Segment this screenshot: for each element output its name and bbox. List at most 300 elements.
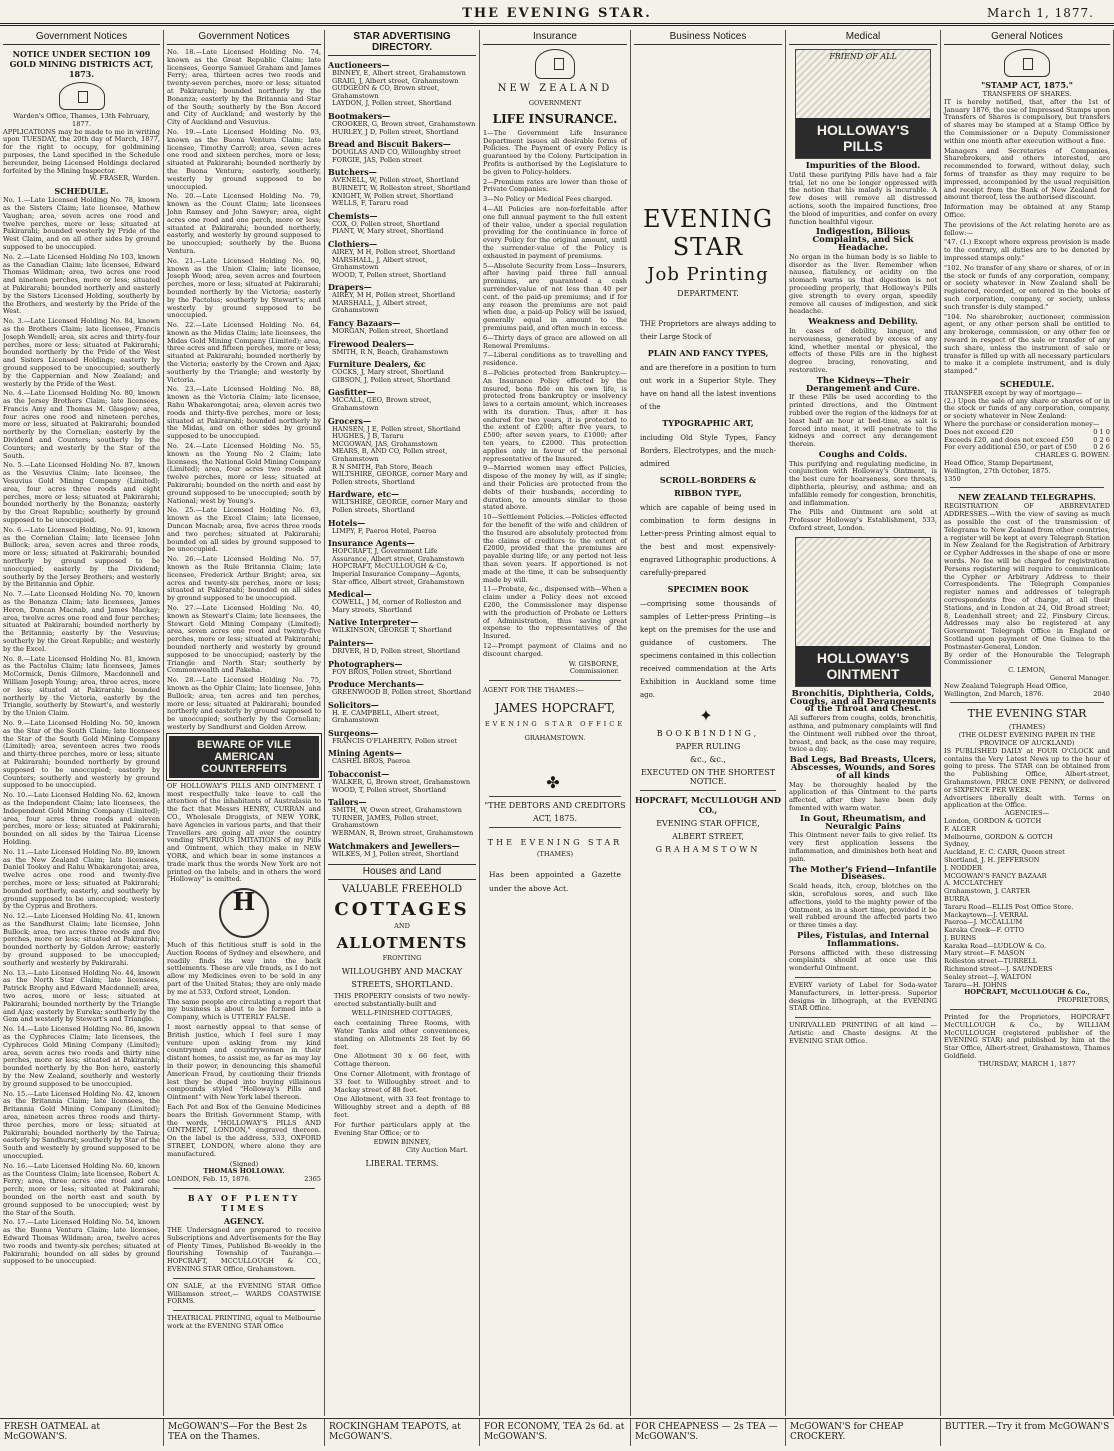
holloways-pills-logo	[795, 49, 931, 159]
holloways-ointment-logo	[795, 537, 931, 687]
counterfeit-banner	[167, 734, 321, 780]
body-paragraph: The provisions of the Act relating hereto are as follow:—	[944, 220, 1110, 237]
column-insurance	[480, 30, 631, 1416]
proprietors-label: PROPRIETORS,	[1057, 996, 1110, 1005]
body-paragraph: IT is hereby notified, that, after the 1st of January 1876, the use of Impressed Stamps upon Transfers of Shares is compulsory, but transfers of shares may be stamped at a Stamp Office by the Commissioner or a Deputy Commissioner within one month after execution without a fine.	[944, 97, 1110, 145]
property-line: For further particulars apply at the Evening Star Office; or to	[334, 1120, 470, 1137]
directory-entry: MORGAN, Pollen street, Shortland	[332, 327, 449, 336]
ornament-icon: ✦	[699, 706, 717, 725]
liberal-terms: LIBERAL TERMS.	[365, 1158, 439, 1168]
body-paragraph: Managers and Secretaries of Companies, Sharebrokers, and others interested, are recommended to forward, without delay, such forms of transfer as they may require to be impressed, accompanied by the usual requisition and receipt from the Bank of New Zealand for amount thereof, less the authorised discount.	[944, 146, 1110, 202]
where-clause: Where the purchase or consideration money—	[944, 420, 1100, 429]
section-title: The Kidneys—Their Derangement and Cure.	[805, 375, 921, 394]
schedule-item: No. 20.—Late Licensed Holding No. 79, known as the Count Claim; late licensees John Ramsey and John Sawyer; area, eight acres one rood and one perch, more or less; situated at Pakirarahi; bounded northerly, easterly, and westerly by ground supposed to be unoccupied; southerly by the Buona Ventura.	[167, 192, 321, 255]
directory-entry: GIBSON, J, Pollen street, Shortland	[332, 375, 451, 384]
schedule-item: No. 15.—Late Licensed Holding No. 42, known as the Britannia Claim; late licensees, the Britannia Gold Mining Company (Limited); area, nineteen acres three roods and thirty-three perches, more or less; situated at Pakirarahi; bounded northerly by the Tairua; easterly by Sandhurst; southerly by Star of the South and westerly by ground supposed to be unoccupied.	[3, 1089, 161, 1160]
directory-entry: DRIVER, H D, Pollen street, Shortland	[332, 646, 461, 655]
directory-entry: MARSHALL, J, Albert street, Grahamstown	[332, 298, 428, 315]
footer-text: McGOWAN'S—For the Best 2s TEA on the Thames.	[168, 1422, 307, 1442]
telegraph-date-line	[944, 691, 1110, 699]
binney-name: EDWIN BINNEY,	[373, 1138, 431, 1147]
insurance-item: 1—The Government Life Insurance Department issues all desirable forms of Policies. The Payment of every Policy is guaranteed by the Colony. Participation in Profits is authorised by the Legislature to be given to Policy-holders.	[483, 128, 627, 176]
notice-number: 1350	[944, 474, 961, 483]
section-title: Weakness and Debility.	[808, 317, 918, 328]
directory-entry: FRANCIS O'FLAHERTY, Pollen street	[332, 736, 458, 745]
directory-category: Auctioneers—	[328, 60, 390, 70]
fee-value: 0 2 6	[1093, 443, 1110, 452]
insurance-item: 8—Policies protected from Bankruptcy.—An Insurance Policy effected by the insured, bona fide on his own life, is protected from bankruptcy or insolvency laws to a certain amount, which increases with its duration. Thus, after it has endured for two years, it is protected to the extent of £200; after five years, to £500; after seven years, to £1000; after ten years, to £2000. This protection applies only in favour of the personal representative of the Insured.	[483, 368, 627, 463]
body-paragraph: "47. (1.) Except where express provision is made to the contrary, all duties are to be denoted by impressed stamps only."	[944, 238, 1110, 262]
street-line-2: STREETS, SHORTLAND.	[351, 979, 453, 989]
schedule-item: No. 13.—Late Licensed Holding No. 44, known as the North Star Claim; late licensees, Patrick Brophy and Edward Macdonnell; area, two acres, more or less; situated at Pakirarahi; bounded northerly by the Triangle and Ajax; easterly by Eureka; southerly by the Gem and westerly by Stewart's and Triangle.	[3, 968, 161, 1024]
town-name: GRAHAMSTOWN	[655, 845, 761, 854]
bookbinding-label: BOOKBINDING,	[656, 729, 760, 738]
directory-category: Bootmakers—	[328, 110, 391, 121]
bowen-signature: CHARLES G. BOWEN.	[1035, 451, 1110, 460]
column-government-notices-1	[0, 30, 164, 1416]
commissioner-title: Commissioner.	[569, 667, 619, 676]
section-body: All sufferers from coughs, colds, bronchitis, asthma, and pulmonary complaints will find the Ointment well rubbed over the throat, breast, and back, as the case may require, twice a day.	[789, 714, 937, 754]
footer-text: FRESH OATMEAL at McGOWAN'S.	[4, 1422, 100, 1442]
schedule-item: No. 14.—Late Licensed Holding No. 86, known as the Cyphreces Claim; late licensees, the Cyphreces Gold Mining Company (Limited); area, seven acres two roods and thirty nine perches, more or less; situated at Pakirarahi; bounded northerly by the Bon hero, easterly by the New Zealand, southerly and westerly by ground supposed to be unoccupied.	[3, 1025, 161, 1088]
section-body: If these Pills be used according to the printed directions, and the Ointment rubbed over the region of the kidneys for at least half an hour at bed-time, as salt is forced into meat, it will penetrate to the kidneys and correct any derangement therein.	[789, 393, 937, 449]
directory-category: Native Interpreter—	[328, 617, 419, 628]
footer-text: BUTTER.—Try it from McGOWAN'S	[945, 1422, 1110, 1432]
agency-list	[944, 818, 1110, 990]
job-printing-title: Job Printing	[647, 264, 769, 285]
directory-category: Hotels—	[328, 517, 366, 528]
insurance-terms	[483, 130, 627, 659]
body-line: THE Proprietors are always adding to their Large Stock of	[640, 320, 776, 341]
directory-category: Butchers—	[328, 167, 377, 178]
agency-entry: J. BURNS	[944, 933, 976, 942]
fee-label: For every additional £50, or part of £50	[944, 443, 1077, 452]
agency-entry: Auckland, E. C. CARR, Queen street	[944, 848, 1065, 857]
directory-entry: AIREY, M H, Pollen street, Shortland	[332, 291, 456, 300]
directory-entry: HUGHES, J B, Tararu	[332, 432, 404, 441]
schedule-item: No. 11.—Late Licensed Holding No. 89, known as the New Zealand Claim; late licensees, Daniel Tookey and Rahu Whakarongotai; area, twelve acres one rood and twenty-five perches, more or less; situated at Pakirarahi; bounded northerly, easterly, and southerly by ground supposed to be unoccupied; westerly by the Cyprus and Brothers.	[3, 847, 161, 911]
directory-entry: MCCALL, GEO, Brown street, Grahamstown	[332, 396, 432, 413]
section-body: Scald heads, itch, croup, blotches on the skin, scrofulous sores, and such like affections, yield to the mighty power of the Ointment, as in a short time, provided it be well rubbed around the affected parts two or three times a day.	[789, 882, 937, 930]
holloway-date-line	[167, 1176, 321, 1184]
sale-notice: ON SALE, at the EVENING STAR Office Williamson street,— WARDS COASTWISE FORMS.	[167, 1281, 321, 1306]
directory-entry: FORGIE, JAS, Pollen street	[332, 155, 422, 164]
schedule-item: No. 21.—Late Licensed Holding No. 90, known as the Union Claim; late licensee, Joseph Wood; area, seven acres and fourteen perches, more or less; situated at Pakirarahi; bounded northerly by the Victoria; easterly by the Pactolus; southerly by Stewart's; and westerly by ground supposed to be unoccupied.	[167, 256, 321, 320]
head-office: Head Office, Stamp Department,	[944, 459, 1054, 468]
banner-line: BEWARE OF VILE	[196, 738, 292, 751]
directory-entry: CASHEL BROS, Paeroa	[332, 757, 411, 766]
gazette-note: Has been appointed a Gazette under the above Act.	[489, 870, 621, 894]
body-emphasis: SCROLL-BORDERS & RIBBON TYPE,	[659, 475, 757, 498]
footer-ad-cheapness	[631, 1418, 786, 1446]
section-body: Persons afflicted with these distressing complaints should at once use this wonderful Ointment.	[789, 948, 937, 973]
section-title: Impurities of the Blood.	[805, 161, 921, 171]
medical-sections-2	[789, 688, 937, 973]
directory-entry: WILTSHIRE, GEORGE, corner Mary and Pollen streets, Shortland	[332, 470, 468, 486]
column-heading: Government Notices	[167, 30, 321, 45]
directory-entry: SMITH, R N, Beach, Grahamstown	[332, 347, 449, 356]
agency-entry: Grahamstown, J. CARTER	[944, 887, 1031, 896]
bay-title: BAY OF PLENTY TIMES	[187, 1193, 301, 1213]
notice-signature: W. FRASER, Warden.	[89, 174, 160, 183]
stamp-act-subtitle: TRANSFERS OF SHARES.	[982, 90, 1072, 98]
star-place: (THAMES)	[536, 849, 574, 858]
schedule-item: No. 2.—Late Licensed Holding No 103, known as the Canadian Claim; late licensee, Edward Thomas Wildman; area, two acres one rood and nineteen perches, more or less; situated at Pakirarahi; bounded northerly and easterly by the Sisters Licensed Holding, southerly by the Brothers, and westerly by the Pride of the West.	[3, 252, 160, 316]
property-line: each containing Three Rooms, with Water Tanks and other conveniences, standing on Allotments 28 feet by 66 feet.	[334, 1019, 470, 1051]
body-emphasis: TYPOGRAPHIC ART,	[662, 418, 754, 428]
schedule-item: No. 12.—Late Licensed Holding No. 41, known as the Sandhurst Claim; late licensee, John Bullock; area, two acres three roods and five perches, more or less; situated at Pakirarahi; bounded northerly by Golden Arrow; easterly by ground supposed to be unoccupied; southerly and westerly by Pakirarahi.	[3, 912, 161, 967]
column-heading: Insurance	[483, 30, 627, 45]
directory-entry: MARSHALL, J, Albert street, Grahamstown	[332, 255, 428, 272]
directory-entry: MCGOWAN, JAS, Grahamstown	[332, 439, 438, 448]
fronting-label: FRONTING	[382, 954, 422, 963]
body-line: which are capable of being used in combination to form designs in Letter-press Printing almost equal to the best and most expensively-engraved Lithographic productions. A carefully-prepared	[640, 504, 776, 577]
directory-entry: WOOD, T, Pollen street, Shortland	[332, 785, 446, 794]
directory-category: Clothiers—	[328, 238, 378, 249]
directory-entry: GUDGEON & CO, Brown street, Grahamstown	[332, 84, 440, 100]
property-line: One Allotment, with 33 feet frontage to Willoughby street and a depth of 88 feet.	[334, 1095, 470, 1119]
column-heading: Medical	[789, 30, 937, 45]
agency-entry: F. ALGER	[944, 824, 976, 833]
agency-entry: London, GORDON & GOTCH	[944, 816, 1042, 825]
agency-entry: Sealey street—J. WALTON	[944, 972, 1032, 981]
directory-entry: SMITH, W, Owen street, Grahamstown	[332, 806, 462, 815]
ointment-banner: HOLLOWAY'S OINTMENT	[796, 646, 930, 686]
schedule-item: No. 26.—Late Licensed Holding No. 57, known as the Rule Britannia Claim; late licensee, Frederick Arthur Bright; area, six acres and twenty-six perches, more or less; situated at Pakirarahi; bounded on all sides by ground supposed to be unoccupied.	[167, 555, 321, 603]
directory-entry: WILTSHIRE, GEORGE, corner Mary and Pollen streets, Shortland	[332, 498, 468, 514]
nz-title: NEW ZEALAND	[497, 83, 613, 94]
directory-entry: KNIGHT, W, Pollen street, Shortland	[332, 191, 454, 200]
agencies-heading: AGENCIES—	[1004, 809, 1050, 818]
body-paragraph: "102. No transfer of any share or shares, of or in the stock or funds of any corporation, company, or society whatever in New Zealand shall be registered, recorded, or entered in the books of such corporation, company, or society, unless such transfer is duly stamped."	[944, 263, 1110, 311]
directory-entry: COCKS, J, Mary street, Shortland	[332, 368, 444, 377]
proprietor-firm: HOPCRAFT, McCULLOUGH & Co.,	[964, 988, 1090, 997]
schedule-item: No. 18.—Late Licensed Holding No. 74, known as the Great Republic Claim; late licensees, George Samuel Graham and James Ferry; area, thirteen acres two roods and twenty-seven perches, more or less; situated at Pakirarahi; bounded northerly by the Bonanza; easterly by the Britannia and Star of the South; southerly by the Bon Accord and City of Auckland; and westerly by the City of Auckland and Vesuvius.	[167, 48, 321, 127]
insurance-item: 5—Absolute Security from Loss—Insurers, after having paid three full annual premiums, are guaranteed a cash surrender-value of not less than 40 per cent. of the paid-up premiums; and if for any reason the premiums are not paid when due, a paid-up Policy will be issued, generally equal in amount to the premiums paid, and often much in excess.	[483, 261, 627, 332]
telegraph-number: 2040	[1093, 689, 1110, 698]
commissioner-name: W. GISBORNE,	[568, 659, 619, 668]
directory-entry: COWELL, J M, corner of Rolleston and Mary streets, Shortland	[332, 598, 462, 614]
agency-entry: Karaka Creek—F. OTTO	[944, 926, 1025, 935]
directory-entry: FOY BROS, Pollen street, Shortland	[332, 667, 452, 676]
body-paragraph: "104. No sharebroker, auctioneer, commission agent, or any other person shall be entitled to any brokerage, commission, or any other fee or reward in respect of the sale or transfer of any such share, unless the instrument of sale or transfer is filled up with all necessary particulars to make it a complete instrument, and is duly stamped."	[944, 312, 1110, 376]
schedule-item: No. 17.—Late Licensed Holding No. 54, known as the Buona Ventura Claim; late licensee, Edward Thomas Wildman; area, twelve acres two roods and twenty-six perches; situated at Pakirarahi; bounded on all sides by ground supposed to be unoccupied.	[3, 1218, 161, 1266]
firm-name: HOPCRAFT, McCULLOUGH AND CO.,	[635, 795, 781, 815]
holloway-number: 2365	[304, 1175, 321, 1184]
divider	[173, 1310, 315, 1311]
section-body: Until these purifying Pills have had a fair trial, let no one be longer oppressed with the notion that his malady is incurable. A few doses will remove all distressed actions, sooth the impaired functions, free the blood of impurities, and confer on every function healthful vigour.	[789, 170, 937, 226]
schedule-list	[3, 197, 160, 1266]
footer-ad-butter	[941, 1418, 1114, 1446]
etc-label: &c., &c.,	[690, 755, 726, 764]
schedule-item: No. 24.—Late Licensed Holding No. 55, known as the Young No 2 Claim; late licensees, the National Gold Mining Company (Limited); area, four acres two roods and twelve perches, more or less; situated at Pakirarahi; bounded on the north and east by ground supposed to be unoccupied; south by National; west by Young's.	[167, 442, 321, 505]
stamp-act-body	[944, 99, 1110, 376]
fee-table	[944, 429, 1110, 452]
column-government-notices-2	[164, 30, 325, 1416]
signed-label: (Signed)	[229, 1159, 259, 1168]
agency-entry: Rolleston street—TURRELL	[944, 957, 1038, 966]
office-name: EVENING STAR OFFICE,	[656, 819, 760, 828]
notice-paragraph: OF HOLLOWAY'S PILLS AND OINTMENT. I most respectfully take leave to call the attention of the inhabitants of Australasia to the fact that Messrs HENRY, CURRAN and CO., Wholesale Druggists, of NEW YORK, have Agencies in various parts, and that their Travellers are going all over the country vending SPURIOUS IMITATIONS of my Pills and Ointment, which they make in NEW YORK, and which bear in some instances a trade mark thus the words New York are not printed on the labels; and in others the word "Holloway" is omitted.	[167, 781, 321, 884]
directory-category: Photographers—	[328, 658, 403, 669]
directory-category: Firewood Dealers—	[328, 338, 415, 349]
paper-title: THE EVENING STAR.	[462, 6, 652, 21]
property-line: WELL-FINISHED COTTAGES,	[351, 1009, 453, 1018]
directory-entry: AIREY, M H, Pollen street, Shortland	[332, 247, 456, 256]
ornament-icon: ✤	[546, 772, 564, 792]
section-body: This Ointment never fails to give relief. Its very first application lessens the inflammation, and diminishes both heat and pain.	[789, 831, 937, 863]
directory-entry: DOUGLAS AND CO, Willoughby street	[332, 148, 461, 157]
theatrical-notice: THEATRICAL PRINTING, equal to Melbourne work at the EVENING STAR Office	[167, 1314, 321, 1330]
life-insurance-title: LIFE INSURANCE.	[492, 111, 618, 126]
footer-ad-economy	[480, 1418, 631, 1446]
directory-category: Grocers—	[328, 415, 372, 426]
schedule-heading: SCHEDULE.	[54, 186, 109, 197]
directory-entry: PIANT, W, Mary street, Shortland	[332, 227, 444, 236]
agency-entry: Shortland, J. H. JEFFERSON	[944, 855, 1040, 864]
agency-entry: Mary street—F. MASON	[944, 949, 1025, 958]
directory-category: Chemists—	[328, 210, 378, 221]
telegraphs-title: NEW ZEALAND TELEGRAPHS.	[958, 492, 1096, 503]
footer-text: ROCKINGHAM TEAPOTS, at McGOWAN'S.	[329, 1422, 461, 1442]
directory-entry: HOPCRAFT, McCULLOUGH & Co, Imperial Insurance Company—Agents, Star office, Albert street, Grahamstown	[332, 562, 465, 586]
body-line: —comprising some thousands of samples of Letter-press Printing—is kept on the premises for the use and guidance of customers. The specimens contained in this collection received commendation at the Arts Exhibition in Auckland some time ago.	[640, 600, 776, 699]
body-emphasis: SPECIMEN BOOK	[667, 584, 749, 594]
pills-banner: HOLLOWAY'S PILLS	[796, 118, 930, 158]
section-title: The Mother's Friend—Infantile Diseases.	[789, 864, 937, 883]
directory-category: Mining Agents—	[328, 748, 402, 759]
directory-entry: WILKINSON, GEORGE T, Shortland	[332, 626, 452, 635]
divider	[640, 790, 776, 791]
section-body: In cases of debility, languor, and nervousness, generated by excess of any kind, whether mental or physical, the effects of these Pills are in the highest degree bracing, renovating, and restorative.	[789, 326, 937, 374]
directory-entry: COX, O, Pollen street, Shortland	[332, 219, 440, 228]
directory-entry: WOOD, T, Pollen street, Shortland	[332, 270, 446, 279]
fee-value: 0 1 0	[1093, 427, 1110, 436]
directory-category: Medical—	[328, 589, 372, 600]
directory-category: Tobacconist—	[328, 769, 390, 780]
notice-paragraph: Much of this fictitious stuff is sold in the Auction Rooms of Sydney and elsewhere, and readily finds its way into the back settlements. These are vile frauds, as I do not allow my Medicines even to be sold in any part of the United States; they are only made by me at 533, Oxford street, London.	[167, 941, 321, 996]
sold-at-note: The Pills and Ointment are sold at Professor Holloway's Establishment, 533, Oxford street, London.	[789, 508, 937, 533]
street-line-1: WILLOUGHBY AND MACKAY	[341, 966, 463, 976]
insurance-item: 9—Married women may effect Policies, dispose of the money by will, as if single; and their Policies are protected from the debts of their husbands, according to duration, to amounts similar to those stated above.	[483, 464, 627, 512]
divider	[950, 487, 1104, 488]
agency-entry: Karaka Road—LUDLOW & Co.	[944, 941, 1047, 950]
divider	[950, 702, 1104, 703]
section-title: Bad Legs, Bad Breasts, Ulcers, Abscesses, Wounds, and Sores of all kinds	[789, 755, 937, 781]
directory-entry: AVENELL, W, Pollen street, Shortland	[332, 176, 459, 185]
column-heading: Government Notices	[3, 30, 160, 45]
act-title-2: ACT, 1875.	[532, 813, 578, 823]
fee-value: 0 2 6	[1093, 435, 1110, 444]
schedule-item: No. 1.—Late Licensed Holding No. 78, known as the Sisters Claim; late licensee, Mathew Vaughan; area, seven acres one rood and twelve perches, more or less; situated at Pakirarahi; bounded westerly by Pride of the West Claim, and on all other sides by ground supposed to be unoccupied.	[3, 196, 160, 251]
royal-crest-icon	[1004, 49, 1050, 77]
schedule-item: No. 19.—Late Licensed Holding No. 93, known as the Buona Ventura Claim; late licensee, Timothy Carroll; area, seven acres one rood and sixteen perches, more or less; situated at Pakirarahi; bounded northerly by the Buona Ventura; easterly, southerly, westerly by ground supposed to be unoccupied.	[167, 127, 321, 191]
footer-ad-teapots	[325, 1418, 480, 1446]
schedule-heading: SCHEDULE.	[999, 378, 1055, 389]
directory-category: Watchmakers and Jewellers—	[328, 840, 460, 851]
notice-paragraph: I most earnestly appeal to that sense of British justice, which I feel sure I may venture upon asking from my kind countrymen and countrywomen in their distant homes, to assist me, as far as may lay in their power, in denouncing this shameful American Fraud, by cautioning their friends lest they be duped into buying villainous compounds styled "Holloway's Pills and Ointment" with New York label thereon.	[167, 1023, 321, 1102]
schedule-item: No. 3.—Late Licensed Holding No. 84, known as the Brothers Claim; late licensee, Francis Joseph Wendell; area, six acres and thirty-four perches, more or less; situated at Pakirarahi; bounded northerly by the Pride of the West and Sisters Licensed Holdings; easterly by ground supposed to be unoccupied; southerly by the Cappernian and New Zealand; and westerly by the Pride of the West.	[3, 317, 160, 388]
directory-list	[328, 60, 476, 858]
column-medical	[786, 30, 941, 1416]
schedule-item: No. 16.—Late Licensed Holding No. 60, known as the Countess Claim; late licensee, Robert A. Ferry; area, three acres one rood and one perch, more or less; situated at Pakirarahi; bounded on the north east and south by ground supposed to be unoccupied; west by the Star of the South.	[3, 1161, 161, 1217]
directory-entry: BINNEY, E, Albert street, Grahamstown	[332, 69, 466, 77]
act-title-1: "THE DEBTORS AND CREDITORS	[484, 800, 626, 810]
property-line: One Allotment 30 x 66 feet, with Cottage thereon.	[334, 1052, 470, 1069]
government-label: GOVERNMENT	[528, 99, 582, 107]
telegraphs-body: REGISTRATION OF ABBREVIATED ADDRESSES.—With the view of saving as much as possible the cost of the transmission of Telegrams to New Zealand from other countries, a register will be kept at every Telegraph Station in New Zealand for the Registration of Arbitrary or Cypher Addresses in the shape of one or more words. No fee will be charged for registration. Persons registering will require to communicate the Cypher or Arbitrary Address to their Correspondents. The Telegraph Companies register names and addresses of telegraph correspondents free of charge, at all their Stations, and in London at 24, Old Broad street; 8, Leadenhall street; and 22, Finsbury Circus. Addresses may also be registered at any Government Telegraph Office in England or Scotland upon payment of One Guinea to the Postmaster-General, London.	[944, 502, 1110, 651]
imprint: Printed for the Proprietors, HOPCRAFT McCULLOUGH & Co., by WILLIAM McCULLOUGH (registered publisher of the EVENING STAR) and published by him at the Star Office, Albert-street, Grahamstown, Thames Goldfield.	[944, 1013, 1110, 1061]
label-printing-ad: EVERY variety of Label for Soda-water Manufacturers, in letter-press. Superior designs in lithograph, at the EVENING STAR Office.	[789, 980, 937, 1013]
property-line: One Corner Allotment, with frontage of 33 feet to Willoughby street and to Mackay street of 88 feet.	[334, 1069, 470, 1094]
notice-paragraph: Each Pot and Box of the Genuine Medicines bears the British Government Stamp, with the words, "HOLLOWAY'S PILLS AND OINTMENT, LONDON," engraved thereon. On the label is the address, 533, OXFORD STREET, LONDON, where alone they are manufactured.	[167, 1103, 321, 1158]
imprint-date: THURSDAY, MARCH 1, 1877	[978, 1059, 1076, 1068]
body-line: including Old Style Types, Fancy Borders, Electrotypes, and the much-admired	[640, 434, 776, 468]
divider	[173, 1188, 315, 1189]
agency-entry: Tararu—H. JOHNS	[944, 980, 1007, 989]
directory-category: Furniture Dealers, &c	[328, 359, 426, 370]
schedule-item: No. 22.—Late Licensed Holding No. 64, known as the Midas Claim; late licensees, the Midas Gold Mining Company (Limited); area, three acres and fifteen perches, more or less; situated at Pakirarahi; bounded northerly by the Victoria; easterly by the Crown and Ajax; southerly by the Triangle; and westerly by Victoria.	[167, 321, 321, 384]
holloway-date: LONDON, Feb. 15, 1876.	[167, 1175, 251, 1184]
star-place: (THAMES)	[1008, 723, 1046, 732]
schedule-item: No. 28.—Late Licensed Holding No. 75, known as the Ophir Claim; late licensee, John Bullock; area, ten acres and ten perches, more or less; situated at Pakirarahi; bounded northerly and easterly by ground supposed to be unoccupied; southerly by the Cornelian; westerly by Sandhurst and Golden Arrow.	[167, 676, 321, 731]
schedule-item: No. 9.—Late Licensed Holding No. 50, known as the Star of the South Claim; late licensees the Star of the South Gold Mining Company (Limited); area, seventeen acres two roods and thirty-three perches, more or less; situate at Pakirarahi; bounded northerly by ground supposed to be unoccupied; easterly by Counters; southerly and westerly by ground supposed to be unoccupied.	[3, 718, 160, 790]
agency-entry: BURRA	[944, 894, 970, 903]
directory-entry: CROOKER, G, Brown street, Grahamstown	[332, 119, 476, 128]
directory-entry: BURNETT, W, Rolleston street, Shortland	[332, 183, 471, 192]
advertisers-note: Advertisers liberally dealt with. Terms on application at the Office.	[944, 793, 1110, 810]
insurance-item: 12—Prompt payment of Claims and no discount charged.	[483, 642, 627, 658]
directory-entry: HOPCRAFT, J, Government Life Assurance, Albert street, Grahamstown	[332, 547, 465, 563]
divider	[489, 827, 621, 828]
directory-entry: HANSEN, J E, Pollen street, Shortland	[332, 424, 461, 433]
printing-body	[634, 318, 782, 702]
paper-ruling-label: PAPER RULING	[675, 742, 741, 751]
agency-entry: Mackaytown—J. VERRAL	[944, 910, 1029, 919]
fee-label: Exceeds £20, and does not exceed £50	[944, 435, 1074, 444]
agent-town: GRAHAMSTOWN.	[524, 733, 586, 742]
logo-motto: FRIEND OF ALL	[829, 52, 897, 61]
property-line: THIS PROPERTY consists of two newly-erected substantially-built and	[334, 991, 470, 1008]
divider	[795, 1017, 931, 1018]
vf-title: VALUABLE FREEHOLD	[341, 884, 463, 896]
telegraph-office: New Zealand Telegraph Head Office,	[944, 681, 1068, 690]
stamp-act-title: "STAMP ACT, 1875."	[981, 80, 1073, 90]
schedule-item: No. 8.—Late Licensed Holding No. 81, known as the Pactolus Claim; late licensees, James McCormick, Denis Gilmore, Macdonnell and William Joseph Young; area, three acres, more or less; situated at Pakirarahi; bounded northerly by the Victoria, easterly by the Triangle, southerly by Stewart's, and westerly by the Union Claim.	[3, 654, 160, 718]
wellington-date: Wellington, 27th October, 1875.	[944, 466, 1051, 475]
schedule-item: No. 23.—Late Licensed Holding No. 88, known as the Victoria Claim; late licensee, Rahu Whakarongotai; area, eleven acres two roods and thirty-five perches, more or less; situated at Pakirarahi; bounded northerly by the Midas, and on other sides by ground supposed to be unoccupied.	[167, 385, 321, 441]
department-label: DEPARTMENT.	[677, 289, 739, 298]
directory-entry: GREENWOOD B, Pollen street, Shortland	[332, 688, 472, 697]
fee-label: Does not exceed £20	[944, 427, 1014, 436]
schedule-item: No. 7.—Late Licensed Holding No. 70, known as the Bonanza Claim; late licensees, James Heron, Duncan Macnab, and James Mackay; area, twelve acres one rood and four perches; situated at Pakirarahi; bounded northerly by the Britannia; easterly by the Vesuvius; southerly by the Great Republic; and westerly by the Excel.	[3, 590, 160, 653]
evening-star-title: EVENING STAR	[642, 205, 774, 261]
insurance-item: 3—No Policy or Medical Fees charged.	[483, 195, 613, 204]
transfer-clause: (2.) Upon the sale of any share or shares of or in the stock or funds of any corporation, company, or society whatever in New Zealand:	[944, 396, 1110, 421]
telegraph-date: Wellington, 2nd March, 1876.	[944, 689, 1044, 698]
section-body: No organ in the human body is so liable to disorder as the liver. Remember when nausea, flatulency, or acidity on the stomach warns us that digestion is not proceeding properly, that Holloway's Pills give strength to every organ, speedily remove all causes of indigestion, and sick headache.	[789, 252, 937, 316]
directory-category: Insurance Agents—	[328, 538, 415, 549]
counterfeit-notice	[167, 783, 321, 1159]
unrivalled-printing-ad: UNRIVALLED PRINTING of all kind —Artistic and Chaste designs. At the EVENING STAR Office.	[789, 1021, 937, 1045]
body-line: and are therefore in a position to turn out work in a Superior Style. They have on hand all the latest inventions of the	[640, 364, 776, 411]
street-name: ALBERT STREET,	[672, 832, 744, 841]
notice-paragraph: The same people are circulating a report that my business is about to be formed into a Company, which is UTTERLY FALSE.	[167, 997, 321, 1022]
directory-entry: R N SMITH, Pah Store, Beach	[332, 462, 433, 471]
houses-heading: Houses and Land	[328, 864, 476, 880]
section-body: May be thoroughly healed by the application of this Ointment to the parts affected, after they have been duly fomented with warm water.	[789, 780, 937, 813]
footer-text: FOR CHEAPNESS — 2s TEA — McGOWAN'S.	[635, 1422, 778, 1442]
divider	[489, 796, 621, 797]
publication-note: IS PUBLISHED DAILY at FOUR O'CLOCK and contains the Very Latest News up to the hour of going to press. The STAR can be obtained from the Publishing Office, Albert-street, Grahamstown, PRICE ONE PENNY, or delivered or SIXPENCE PER WEEK.	[944, 746, 1110, 794]
directory-category: Surgeons—	[328, 727, 379, 738]
schedule-item: No. 6.—Late Licensed Holding, No. 91, known as the Cornelian Claim; late licensee John Bullock; area, seven acres and three roods, more or less; situated at Pakirarahi; bounded northerly by ground supposed to be unoccupied; easterly by the Dividend; southerly by the Jersey Brothers; and westerly by the Britannia and Ophir.	[3, 525, 160, 589]
notice-place: Warden's Office, Thames, 13th February, 1877.	[13, 112, 150, 128]
directory-entry: TURNER, JAMES, Pollen street, Grahamstown	[332, 813, 439, 830]
holloway-signature: THOMAS HOLLOWAY.	[203, 1167, 285, 1176]
masthead	[0, 0, 1114, 26]
executed-label: EXECUTED ON THE SHORTEST NOTICE.	[640, 768, 776, 786]
insurance-item: 10—Settlement Policies.—Policies effected for the benefit of the wife and children of the Insured are absolutely protected from the claims of creditors to the extent of £2000, provided that the premiums are payable during life, or any period not less than seven years. If apportioned is not made at the time, it can be subsequently made by will.	[483, 513, 627, 584]
property-description	[328, 993, 476, 1138]
allotments-title: ALLOTMENTS	[336, 934, 468, 953]
directory-category: Fancy Bazaars—	[328, 318, 401, 329]
directory-category: Painters—	[328, 637, 374, 648]
directory-entry: LIMPY, F, Paeroa Hotel, Paeroa	[332, 526, 437, 535]
agent-label: AGENT FOR THE THAMES:—	[483, 686, 585, 695]
bay-body: THE Undersigned are prepared to receive Subscriptions and Advertisements for the Bay of Plenty Times, Published Bi-weekly in the flourishing Township of Tauranga.—HOPCRAFT, MCCULLOUGH & CO., EVENING STAR Office, Grahamstown.	[167, 1226, 321, 1273]
schedule-item: No. 27.—Late Licensed Holding No. 40, known as Stewart's Claim; late licensees, the Stewart Gold Mining Company (Limited); area, seven acres one rood and twenty-five perches, more or less; situated at Pakirarahi; bounded northerly and westerly by ground supposed to be unoccupied; easterly by the Triangle and North Star; southerly by Commonwealth and Pakeha.	[167, 603, 321, 675]
insurance-item: 6—Thirty days of grace are allowed on all Renewal Premiums.	[483, 333, 627, 350]
insurance-item: 7—Liberal conditions as to travelling and residence.	[483, 351, 627, 368]
section-title: Piles, Fistulas, and Internal Inflammations.	[796, 930, 930, 949]
directory-entry: LAYDON, J, Pollen street, Shortland	[332, 99, 452, 108]
section-title: Bronchitis, Diphtheria, Colds, Coughs, and all Derangements of the Throat and Chest.	[789, 688, 937, 715]
agent-name: JAMES HOPCRAFT,	[494, 700, 616, 715]
column-heading: STAR ADVERTISING DIRECTORY.	[328, 30, 476, 56]
body-paragraph: Information may be obtained at any Stamp Office.	[944, 203, 1110, 219]
star-title: THE EVENING STAR	[967, 707, 1087, 721]
column-business	[631, 30, 786, 1416]
agency-entry: Richmond street—J. SAUNDERS	[944, 965, 1053, 974]
schedule-item: No. 5.—Late Licensed Holding No. 87, known as the Vesuvius Claim; late licensee, the Vesuvius Gold Mining Company (Limited); area, four acres three roods and eight perches, more or less; situated at Pakirarahi; bounded northerly by the Bonanza; easterly by the Great Republic; southerly by ground supposed to be unoccupied.	[3, 461, 160, 525]
issue-date: March 1, 1877.	[986, 6, 1094, 20]
section-body: This purifying and regulating medicine, in conjunction with Holloway's Ointment, is the best cure for hoarseness, sore throats, diphtheria, pleurisy, and asthma; and an infallible remedy for congestion, bronchitis, and inflammation.	[789, 459, 937, 507]
banner-line: AMERICAN COUNTERFEITS	[201, 750, 287, 775]
directory-category: Produce Merchants—	[328, 679, 424, 690]
bay-subtitle: AGENCY.	[223, 1216, 265, 1226]
cottages-title: COTTAGES	[334, 899, 470, 921]
schedule-item: No. 4.—Late Licensed Holding No. 80, known as the Jersey Brothers Claim; late licensees, Francis Amy and Thomas M. Glasgow; area, four acres one rood and nineteen perches, more or less, situated at Pakirarahi; bounded northerly by the Cornelian; easterly by the Dividend and Counters; southerly by the Counters; and westerly by the Star of the South.	[3, 389, 160, 460]
transfer-heading: TRANSFER except by way of mortgage—	[944, 388, 1082, 397]
directory-entry: H. E. CAMPBELL, Albert street, Grahamstown	[332, 708, 440, 725]
section-title: In Gout, Rheumatism, and Neuralgic Pains	[800, 813, 926, 832]
agency-entry: MCGOWAN'S FANCY BAZAAR	[944, 871, 1047, 880]
agency-entry: Melbourne, GORDON & GOTCH	[944, 832, 1053, 841]
footer-text: McGOWAN'S for CHEAP CROCKERY.	[790, 1422, 904, 1442]
divider	[173, 1278, 315, 1279]
column-general-notices	[941, 30, 1114, 1416]
directory-entry: WILKES, M J, Pollen street, Shortland	[332, 849, 459, 858]
schedule-list	[167, 49, 321, 732]
body-emphasis: PLAIN AND FANCY TYPES,	[647, 348, 769, 358]
agency-entry: Tararu Road—ELLIS Post Office Store.	[944, 902, 1074, 911]
column-heading: Business Notices	[634, 30, 782, 45]
auction-mart: City Auction Mart.	[406, 1146, 468, 1155]
notice-intro: APPLICATIONS may be made to me in writing upon TUESDAY, the 20th day of March, 1877, for the right to occupy, for goldmining purposes, the Land specified in the Schedule hereunder, being Licensed Holdings declared forfeited by the Mining Inspector.	[3, 127, 160, 175]
directory-entry: WELLS, F, Tararu road	[332, 199, 409, 208]
directory-entry: WERMAN, R, Brown street, Grahamstown	[332, 829, 474, 838]
